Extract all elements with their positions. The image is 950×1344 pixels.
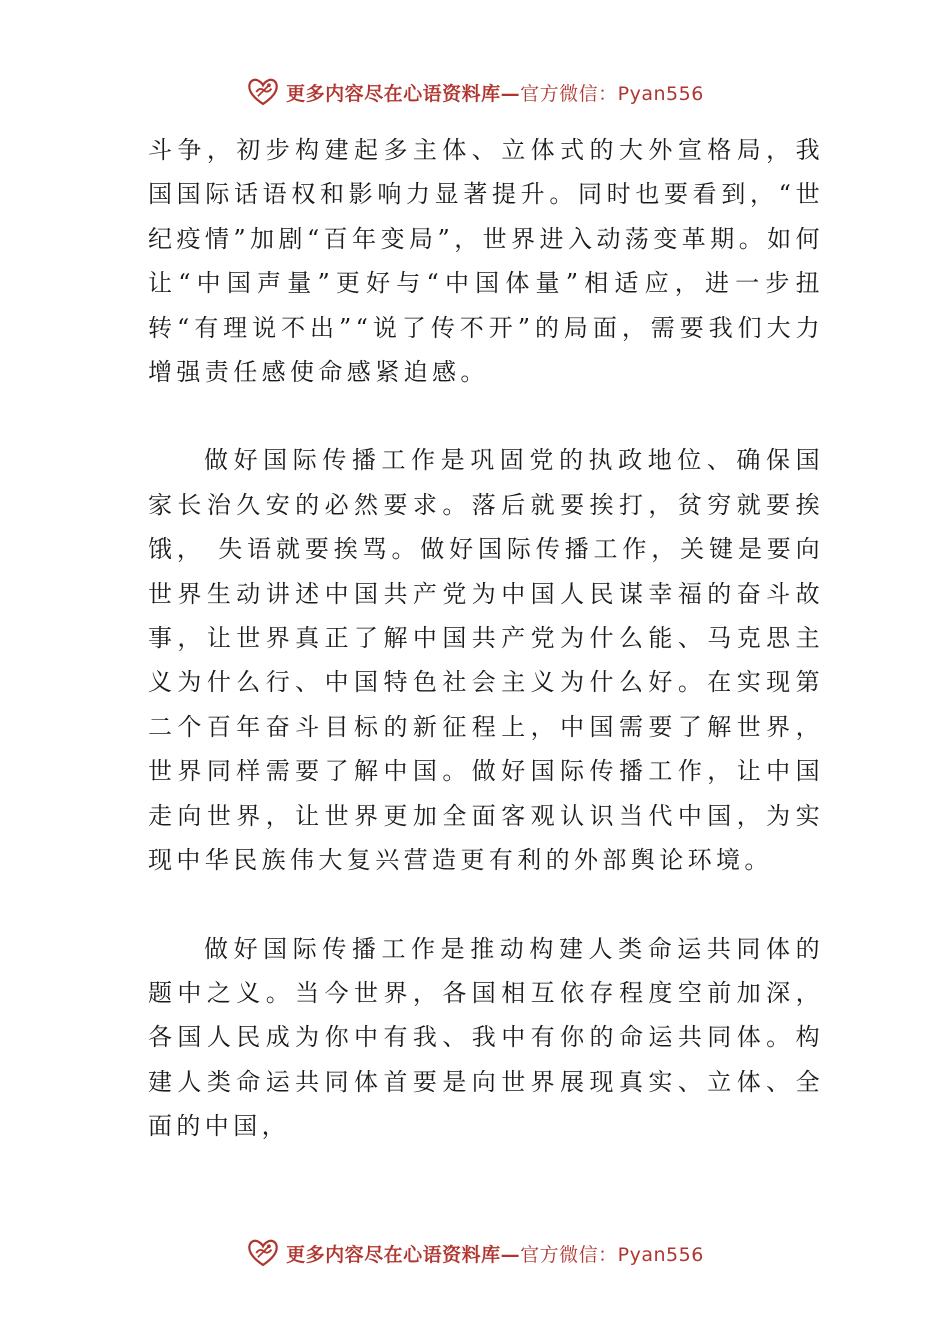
watermark-site-label: 更多内容尽在心语资料库— [286, 1243, 521, 1266]
paragraph-2: 做好国际传播工作是巩固党的执政地位、确保国家长治久安的必然要求。落后就要挨打，贫穷就要挨饿， 失语就要挨骂。做好国际传播工作，关键是要向世界生动讲述中国共产党为中国人民谋幸福的奋斗故事，让世界真正了解中国共产党为什么能、马克思主义为什么行、中国特色社会主义为什么好。在实现第二个百年奋斗目标的新征程上，中国需要了解世界，世界同样需要了解中国。做好国际传播工作，让中国走向世界，让世界更加全面客观认识当代中国，为实现中华民族伟大复兴营造更有利的外部舆论环境。 [148, 446, 824, 875]
watermark-contact-label: 官方微信：Pyan556 [520, 82, 704, 105]
paragraph-3: 做好国际传播工作是推动构建人类命运共同体的题中之义。当今世界，各国相互依存程度空前加深，各国人民成为你中有我、我中有你的命运共同体。构建人类命运共同体首要是向世界展现真实、立体、全面的中国， [148, 934, 824, 1141]
heart-book-logo-icon [246, 75, 280, 109]
watermark-contact-label: 官方微信：Pyan556 [520, 1243, 704, 1266]
watermark-site-label: 更多内容尽在心语资料库— [286, 82, 521, 105]
footer-watermark [0, 1233, 950, 1273]
document-body [148, 128, 824, 1149]
heart-book-logo-icon [246, 1236, 280, 1270]
paragraph-1: 斗争，初步构建起多主体、立体式的大外宣格局，我国国际话语权和影响力显著提升。同时也要看到，“世纪疫情”加剧“百年变局”，世界进入动荡变革期。如何让“中国声量”更好与“中国体量”相适应，进一步扭转“有理说不出”“说了传不开”的局面，需要我们大力增强责任感使命感紧迫感。 [148, 136, 824, 387]
watermark-text [286, 1240, 704, 1267]
watermark-text [286, 79, 704, 106]
header-watermark [0, 72, 950, 112]
